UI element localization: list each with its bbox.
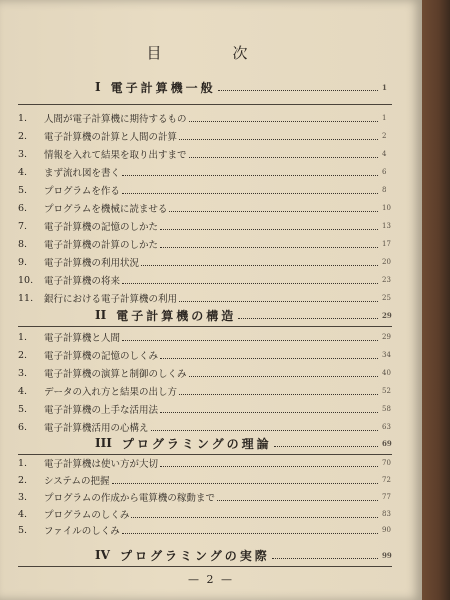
entry-page: 40 (382, 369, 391, 377)
entry-title: 電子計算機の記憶のしかた (44, 222, 159, 233)
entry-page: 29 (382, 333, 391, 341)
entry-page: 52 (382, 387, 391, 395)
toc-entry (18, 365, 392, 381)
entry-number: 6. (18, 202, 28, 214)
entry-number: 3. (18, 491, 28, 503)
entry-title: プログラムを機械に読ませる (44, 204, 168, 215)
entry-title: 電子計算機活用の心構え (44, 423, 149, 434)
entry-number: 4. (18, 166, 28, 178)
entry-page: 90 (382, 526, 391, 534)
toc-entry (18, 146, 392, 162)
entry-number: 2. (18, 130, 28, 142)
entry-title: 電子計算機は使い方が大切 (44, 459, 159, 470)
toc-entry (18, 236, 392, 252)
section-name: 電子計算機一般 (110, 80, 216, 95)
entry-title: 電子計算機の演算と制御のしくみ (44, 369, 187, 380)
leader-dots (122, 174, 378, 176)
leader-dots (160, 228, 378, 230)
section-rule (18, 326, 392, 327)
entry-page: 25 (382, 294, 391, 302)
toc-entry (18, 455, 392, 471)
entry-number: 8. (18, 238, 28, 250)
section-heading-4 (95, 546, 392, 564)
entry-title: 情報を入れて結果を取り出すまで (44, 150, 187, 161)
entry-page: 77 (382, 493, 391, 501)
entry-page: 2 (382, 132, 387, 140)
leader-dots (112, 482, 378, 484)
toc-entry (18, 419, 392, 435)
entry-page: 1 (382, 114, 387, 122)
entry-page: 83 (382, 510, 391, 518)
section-name: プログラミングの理論 (121, 436, 272, 451)
entry-number: 1. (18, 112, 28, 124)
entry-number: 4. (18, 508, 28, 520)
toc-entry (18, 506, 392, 522)
entry-number: 6. (18, 421, 28, 433)
leader-dots (160, 411, 378, 413)
leader-dots (179, 300, 378, 302)
entry-number: 3. (18, 367, 28, 379)
entry-title: プログラムを作る (44, 186, 120, 197)
entry-number: 7. (18, 220, 28, 232)
section-roman: III (95, 436, 112, 450)
section-page: 1 (382, 82, 387, 92)
leader-dots (179, 393, 378, 395)
entry-page: 58 (382, 405, 391, 413)
toc-entry (18, 182, 392, 198)
leader-dots (217, 499, 378, 501)
leader-dots (189, 156, 378, 158)
leader-dots (122, 192, 378, 194)
section-roman: I (95, 80, 101, 94)
entry-number: 11. (18, 292, 34, 304)
entry-title: システムの把握 (44, 476, 110, 487)
entry-page: 13 (382, 222, 391, 230)
entry-title: データの入れ方と結果の出し方 (44, 387, 178, 398)
toc-entry (18, 522, 392, 538)
section-name: 電子計算機の構造 (116, 308, 237, 323)
entry-title: 電子計算機の上手な活用法 (44, 405, 159, 416)
toc-entry (18, 218, 392, 234)
entry-number: 2. (18, 349, 28, 361)
entry-title: 人間が電子計算機に期待するもの (44, 114, 187, 125)
toc-entry (18, 401, 392, 417)
toc-entry (18, 472, 392, 488)
leader-dots (218, 89, 378, 91)
entry-number: 10. (18, 274, 34, 286)
toc-entry (18, 329, 392, 345)
leader-dots (141, 264, 378, 266)
toc-entry (18, 110, 392, 126)
leader-dots (122, 282, 378, 284)
entry-title: ファイルのしくみ (44, 526, 120, 537)
page-number: — 2 — (188, 573, 234, 586)
toc-entry (18, 200, 392, 216)
section-heading-2 (95, 306, 392, 324)
entry-number: 5. (18, 524, 28, 536)
section-page: 99 (382, 550, 392, 560)
entry-page: 20 (382, 258, 391, 266)
section-heading-1 (95, 78, 392, 96)
entry-title: プログラムの作成から電算機の稼動まで (44, 493, 215, 504)
section-page: 29 (382, 310, 392, 320)
entry-page: 17 (382, 240, 391, 248)
entry-number: 1. (18, 457, 28, 469)
section-name: プログラミングの実際 (119, 548, 270, 563)
leader-dots (238, 317, 378, 319)
toc-entry (18, 128, 392, 144)
section-page: 69 (382, 438, 392, 448)
entry-number: 2. (18, 474, 28, 486)
leader-dots (160, 357, 378, 359)
toc-entry (18, 290, 392, 306)
section-rule (18, 104, 392, 105)
toc-entry (18, 347, 392, 363)
leader-dots (169, 210, 378, 212)
leader-dots (274, 445, 378, 447)
entry-number: 4. (18, 385, 28, 397)
entry-page: 6 (382, 168, 387, 176)
entry-title: プログラムのしくみ (44, 510, 130, 521)
book-edge (422, 0, 450, 600)
section-roman: IV (95, 548, 110, 562)
toc-entry (18, 489, 392, 505)
leader-dots (131, 516, 378, 518)
entry-page: 8 (382, 186, 387, 194)
leader-dots (179, 138, 378, 140)
toc-entry (18, 254, 392, 270)
entry-page: 4 (382, 150, 387, 158)
entry-number: 3. (18, 148, 28, 160)
entry-title: まず流れ図を書く (44, 168, 121, 179)
entry-page: 10 (382, 204, 391, 212)
leader-dots (272, 557, 378, 559)
leader-dots (160, 246, 378, 248)
entry-title: 電子計算機の利用状況 (44, 258, 140, 269)
entry-title: 電子計算機と人間 (44, 333, 121, 344)
page-title: 目 次 (146, 44, 276, 62)
leader-dots (189, 375, 378, 377)
section-heading-3 (95, 434, 392, 452)
section-roman: II (95, 308, 107, 322)
entry-title: 電子計算機の将来 (44, 276, 121, 287)
entry-title: 電子計算機の記憶のしくみ (44, 351, 159, 362)
entry-title: 電子計算機の計算と人間の計算 (44, 132, 178, 143)
entry-number: 1. (18, 331, 28, 343)
entry-number: 5. (18, 184, 28, 196)
toc-entry (18, 272, 392, 288)
entry-number: 9. (18, 256, 28, 268)
entry-title: 電子計算機の計算のしかた (44, 240, 159, 251)
entry-page: 72 (382, 476, 391, 484)
leader-dots (122, 532, 378, 534)
entry-title: 銀行における電子計算機の利用 (44, 294, 178, 305)
toc-entry (18, 164, 392, 180)
leader-dots (122, 339, 378, 341)
section-rule (18, 566, 392, 567)
entry-page: 34 (382, 351, 391, 359)
leader-dots (189, 120, 378, 122)
leader-dots (151, 429, 378, 431)
entry-page: 23 (382, 276, 391, 284)
entry-number: 5. (18, 403, 28, 415)
leader-dots (160, 465, 378, 467)
entry-page: 63 (382, 423, 391, 431)
entry-page: 70 (382, 459, 391, 467)
toc-entry (18, 383, 392, 399)
